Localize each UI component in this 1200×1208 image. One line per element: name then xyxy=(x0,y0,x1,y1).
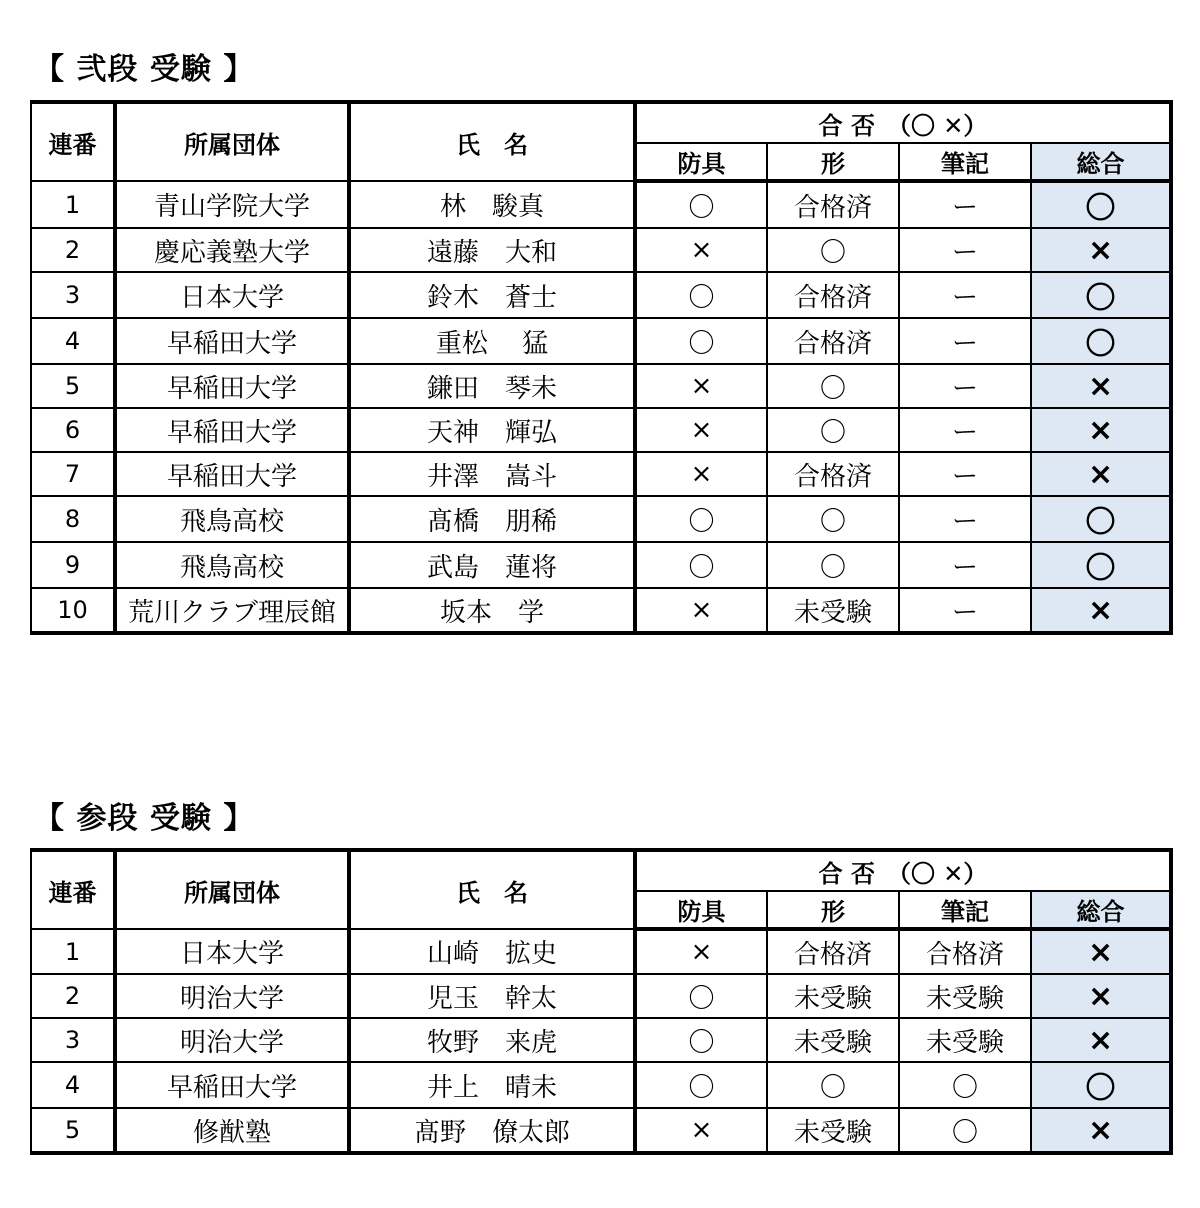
total-result-cell: 〇 xyxy=(1031,318,1171,364)
name-cell: 髙橋 朋稀 xyxy=(349,496,635,542)
row-number-cell: 2 xyxy=(31,974,115,1018)
table-row xyxy=(31,228,1171,272)
row-number-cell: 9 xyxy=(31,542,115,588)
organization-cell: 早稲田大学 xyxy=(115,318,349,364)
row-number-cell: 5 xyxy=(31,364,115,408)
hikki-result-cell: 〇 xyxy=(899,1108,1031,1153)
row-number-cell: 1 xyxy=(31,181,115,228)
bogu-result-cell: × xyxy=(635,408,767,452)
name-cell: 坂本 学 xyxy=(349,588,635,633)
header-hikki: 筆記 xyxy=(899,143,1031,181)
header-org: 所属団体 xyxy=(115,102,349,181)
header-name: 氏 名 xyxy=(349,102,635,181)
name-cell: 武島 蓮将 xyxy=(349,542,635,588)
table-row xyxy=(31,272,1171,318)
total-result-cell: × xyxy=(1031,974,1171,1018)
header-org: 所属団体 xyxy=(115,850,349,929)
kata-result-cell: 合格済 xyxy=(767,452,899,496)
total-result-cell: × xyxy=(1031,929,1171,974)
bogu-result-cell: × xyxy=(635,929,767,974)
total-result-cell: 〇 xyxy=(1031,1062,1171,1108)
row-number-cell: 3 xyxy=(31,272,115,318)
bogu-result-cell: × xyxy=(635,588,767,633)
header-result-group: 合 否 （〇 ✕） xyxy=(635,102,1171,143)
organization-cell: 飛鳥高校 xyxy=(115,542,349,588)
kata-result-cell: 合格済 xyxy=(767,272,899,318)
organization-cell: 早稲田大学 xyxy=(115,452,349,496)
name-cell: 重松 猛 xyxy=(349,318,635,364)
hikki-result-cell: ー xyxy=(899,181,1031,228)
name-cell: 山崎 拡史 xyxy=(349,929,635,974)
organization-cell: 明治大学 xyxy=(115,1018,349,1062)
hikki-result-cell: 未受験 xyxy=(899,974,1031,1018)
total-result-cell: × xyxy=(1031,364,1171,408)
hikki-result-cell: ー xyxy=(899,542,1031,588)
table-row xyxy=(31,1062,1171,1108)
hikki-result-cell: ー xyxy=(899,496,1031,542)
row-number-cell: 8 xyxy=(31,496,115,542)
bogu-result-cell: 〇 xyxy=(635,974,767,1018)
total-result-cell: × xyxy=(1031,588,1171,633)
total-result-cell: 〇 xyxy=(1031,181,1171,228)
table-row xyxy=(31,452,1171,496)
row-number-cell: 3 xyxy=(31,1018,115,1062)
table-row xyxy=(31,542,1171,588)
organization-cell: 日本大学 xyxy=(115,929,349,974)
bogu-result-cell: 〇 xyxy=(635,181,767,228)
table-row xyxy=(31,496,1171,542)
kata-result-cell: 合格済 xyxy=(767,181,899,228)
hikki-result-cell: ー xyxy=(899,364,1031,408)
kata-result-cell: 〇 xyxy=(767,364,899,408)
bogu-result-cell: × xyxy=(635,364,767,408)
bogu-result-cell: 〇 xyxy=(635,272,767,318)
row-number-cell: 5 xyxy=(31,1108,115,1153)
table-row xyxy=(31,1018,1171,1062)
kata-result-cell: 合格済 xyxy=(767,318,899,364)
organization-cell: 飛鳥高校 xyxy=(115,496,349,542)
total-result-cell: 〇 xyxy=(1031,542,1171,588)
total-result-cell: × xyxy=(1031,1108,1171,1153)
row-number-cell: 7 xyxy=(31,452,115,496)
header-hikki: 筆記 xyxy=(899,891,1031,929)
total-result-cell: × xyxy=(1031,1018,1171,1062)
organization-cell: 荒川クラブ理辰館 xyxy=(115,588,349,633)
total-result-cell: 〇 xyxy=(1031,272,1171,318)
hikki-result-cell: ー xyxy=(899,318,1031,364)
name-cell: 井澤 嵩斗 xyxy=(349,452,635,496)
kata-result-cell: 未受験 xyxy=(767,974,899,1018)
header-kata: 形 xyxy=(767,143,899,181)
section-title-nidan: 【 弐段 受験 】 xyxy=(34,52,255,87)
hikki-result-cell: ー xyxy=(899,452,1031,496)
table-row xyxy=(31,364,1171,408)
kata-result-cell: 合格済 xyxy=(767,929,899,974)
name-cell: 牧野 来虎 xyxy=(349,1018,635,1062)
total-result-cell: × xyxy=(1031,408,1171,452)
row-number-cell: 2 xyxy=(31,228,115,272)
header-bogu: 防具 xyxy=(635,143,767,181)
organization-cell: 明治大学 xyxy=(115,974,349,1018)
header-total: 総合 xyxy=(1031,143,1171,181)
hikki-result-cell: 〇 xyxy=(899,1062,1031,1108)
bogu-result-cell: 〇 xyxy=(635,542,767,588)
table-row xyxy=(31,588,1171,633)
table-row xyxy=(31,929,1171,974)
results-table-sandan xyxy=(30,848,1173,1155)
header-bogu: 防具 xyxy=(635,891,767,929)
table-row xyxy=(31,408,1171,452)
hikki-result-cell: ー xyxy=(899,272,1031,318)
total-result-cell: 〇 xyxy=(1031,496,1171,542)
header-result-group: 合 否 （〇 ✕） xyxy=(635,850,1171,891)
bogu-result-cell: × xyxy=(635,228,767,272)
table-row xyxy=(31,1108,1171,1153)
table-row xyxy=(31,974,1171,1018)
kata-result-cell: 〇 xyxy=(767,228,899,272)
total-result-cell: × xyxy=(1031,228,1171,272)
bogu-result-cell: 〇 xyxy=(635,1062,767,1108)
name-cell: 鈴木 蒼士 xyxy=(349,272,635,318)
bogu-result-cell: 〇 xyxy=(635,1018,767,1062)
bogu-result-cell: 〇 xyxy=(635,318,767,364)
organization-cell: 早稲田大学 xyxy=(115,408,349,452)
kata-result-cell: 未受験 xyxy=(767,1108,899,1153)
organization-cell: 青山学院大学 xyxy=(115,181,349,228)
hikki-result-cell: ー xyxy=(899,588,1031,633)
organization-cell: 慶応義塾大学 xyxy=(115,228,349,272)
table-body xyxy=(31,929,1171,1153)
kata-result-cell: 未受験 xyxy=(767,588,899,633)
total-result-cell: × xyxy=(1031,452,1171,496)
name-cell: 井上 晴未 xyxy=(349,1062,635,1108)
bogu-result-cell: × xyxy=(635,452,767,496)
hikki-result-cell: ー xyxy=(899,408,1031,452)
table-body xyxy=(31,181,1171,633)
row-number-cell: 4 xyxy=(31,1062,115,1108)
name-cell: 髙野 僚太郎 xyxy=(349,1108,635,1153)
organization-cell: 早稲田大学 xyxy=(115,364,349,408)
name-cell: 児玉 幹太 xyxy=(349,974,635,1018)
kata-result-cell: 〇 xyxy=(767,496,899,542)
section-title-sandan: 【 参段 受験 】 xyxy=(34,801,255,836)
name-cell: 天神 輝弘 xyxy=(349,408,635,452)
organization-cell: 修猷塾 xyxy=(115,1108,349,1153)
name-cell: 鎌田 琴未 xyxy=(349,364,635,408)
header-kata: 形 xyxy=(767,891,899,929)
kata-result-cell: 〇 xyxy=(767,542,899,588)
name-cell: 林 駿真 xyxy=(349,181,635,228)
kata-result-cell: 〇 xyxy=(767,408,899,452)
kata-result-cell: 未受験 xyxy=(767,1018,899,1062)
header-name: 氏 名 xyxy=(349,850,635,929)
name-cell: 遠藤 大和 xyxy=(349,228,635,272)
header-no: 連番 xyxy=(31,850,115,929)
row-number-cell: 10 xyxy=(31,588,115,633)
row-number-cell: 4 xyxy=(31,318,115,364)
row-number-cell: 1 xyxy=(31,929,115,974)
header-no: 連番 xyxy=(31,102,115,181)
header-total: 総合 xyxy=(1031,891,1171,929)
bogu-result-cell: 〇 xyxy=(635,496,767,542)
row-number-cell: 6 xyxy=(31,408,115,452)
organization-cell: 早稲田大学 xyxy=(115,1062,349,1108)
table-row xyxy=(31,318,1171,364)
hikki-result-cell: 合格済 xyxy=(899,929,1031,974)
kata-result-cell: 〇 xyxy=(767,1062,899,1108)
table-row xyxy=(31,181,1171,228)
hikki-result-cell: ー xyxy=(899,228,1031,272)
results-table-nidan xyxy=(30,100,1173,635)
hikki-result-cell: 未受験 xyxy=(899,1018,1031,1062)
organization-cell: 日本大学 xyxy=(115,272,349,318)
bogu-result-cell: × xyxy=(635,1108,767,1153)
